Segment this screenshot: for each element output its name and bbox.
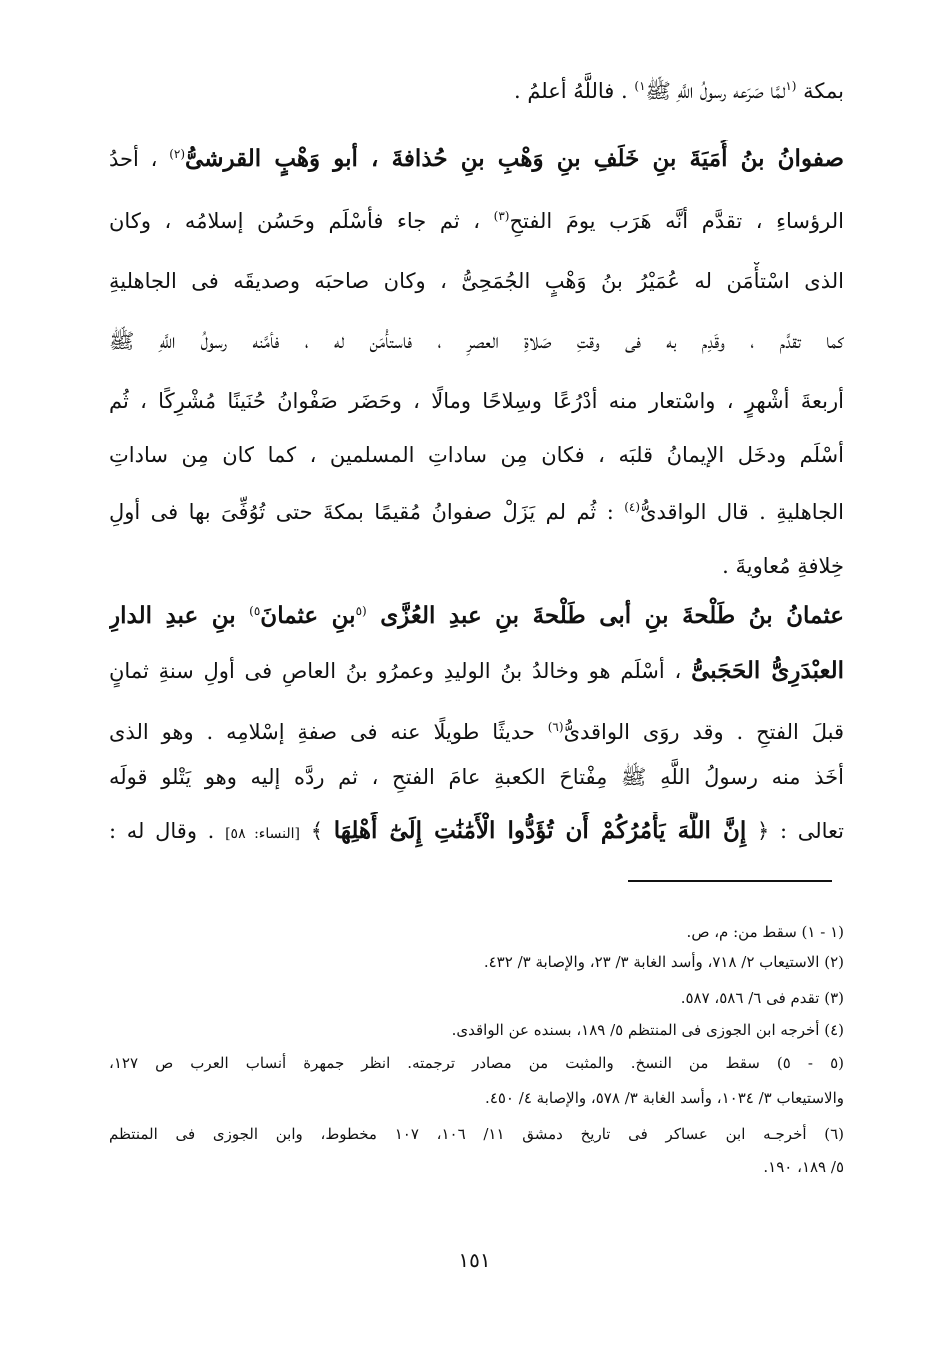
bold-text: صفوانُ بنُ أُمَيَةَ بنِ خَلَفِ بنِ وَهْبِ بنِ حُذافةَ ، أبو وَهْبٍ القرشىُّ [185,145,844,172]
footnote-marker: (٥ [355,604,367,618]
text-segment: ، أسْلَم هو وخالدُ بنُ الوليدِ وعمرُو بنُ العاصِ فى أولِ سنةِ ثمانٍ [109,659,692,683]
text-segment: ﴾ [299,819,334,843]
footnote-line: (٢) الاستيعاب ٢/ ٧١٨، وأسد الغابة ٣/ ٢٣، والإصابة ٣/ ٤٣٢. [483,953,844,971]
bold-text: بنِ عثمانَ [260,602,356,629]
text-segment: بمكة [796,79,844,103]
text-segment: أسْلَم ودخَل الإيمانُ قلبَه ، فكان مِن ساداتِ المسلمين ، كما كان مِن ساداتِ [109,443,844,467]
footnote-line: (٣) تقدم فى ٦/ ٥٨٦، ٥٨٧. [680,989,844,1007]
footnote-separator [628,880,832,882]
footnote-line: والاستيعاب ٣/ ١٠٣٤، وأسد الغابة ٣/ ٥٧٨، والإصابة ٤/ ٤٥٠. [485,1089,844,1107]
footnote-line: (٤) أخرجه ابن الجوزى فى المنتظم ٥/ ١٨٩، بسنده عن الواقدى. [451,1021,844,1039]
text-line [109,262,844,304]
text-line [109,72,844,114]
text-line [109,322,844,364]
text-line [109,382,844,424]
footnote-line: (٦) أخرجـه ابن عساكر فى تاريخ دمشق ١١/ ١٠٦، ١٠٧ مخطوط، وابن الجوزى فى المنتظم [109,1125,844,1143]
text-line [109,140,844,182]
text-segment: أربعةَ أشْهرٍ ، واسْتعار منه أدْرُعًا وسِلاحًا ومالًا ، وحَضَر صَفْوانُ حُنَينًا مُشْرِكًا ، ثُم [109,389,844,413]
text-line [109,597,844,639]
text-line [109,493,844,535]
bold-text: إِنَّ اللَّهَ يَأْمُرُكُمْ أَن تُؤَدُّوا الْأَمَٰنَٰتِ إِلَىٰٓ أَهْلِهَا [333,817,747,844]
text-segment: . وقال له : [109,819,226,843]
text-segment: تعالى : ﴿ [746,819,844,843]
footnote-marker: (٢) [169,147,186,161]
text-segment: قبلَ الفتحِ . وقد روَى الواقدىُّ [563,720,844,744]
footnote-line: ٥/ ١٨٩، ١٩٠. [763,1158,844,1176]
footnote-line: (٥ - ٥) سقط من النسخ. والمثبت من مصادر ترجمته. انظر جمهرة أنساب العرب ص ١٢٧، [109,1054,844,1072]
text-line [109,436,844,478]
text-line [109,202,844,244]
text-line [109,758,844,800]
verse-reference: [النساء: ٥٨] [225,826,300,842]
text-segment: . فاللَّهُ أعلمُ . [513,79,635,103]
footnote-marker: ٥) [249,604,261,618]
text-segment: خِلافةِ مُعاويةَ . [722,554,844,578]
text-segment: : ثُم لم يَزَلْ صفوانُ مُقيمًا بمكةَ حتى تُوُفِّىَ بها فى أولِ [109,500,625,524]
text-line [109,812,844,854]
footnote-marker: (٣) [493,209,510,223]
text-segment: لمَّا صَرَعه رسولُ اللَّهِ ﷺ [645,79,786,103]
text-segment: ، ثم جاء فأسْلَم وحَسُن إسلامُه ، وكان [109,209,494,233]
bold-text: العبْدَرِىُّ الحَجَبىُّ [691,657,844,684]
text-line [109,547,844,589]
footnote-marker: (٤) [624,500,641,514]
bold-text: عثمانُ بنُ طَلْحةَ بنِ أبى طَلْحةَ بنِ عبدِ العُزَّى [366,602,844,629]
text-segment: حديثًا طويلًا عنه فى صفةِ إسْلامِه . وهو الذى [109,720,548,744]
footnote-marker: (١ [785,79,797,93]
text-segment: كما تقدَّم ، وقَدِم به فى وقتِ صَلاةِ العصرِ ، فاستأْمَن له ، فأمَّنه رسولُ اللَّهِ ﷺ [109,329,844,353]
text-segment: ، أحدُ [109,147,170,171]
footnote-marker: (٦) [547,720,564,734]
text-segment: الذى اسْتأْمَن له عُمَيْرُ بنُ وَهْبٍ الجُمَحِىُّ ، وكان صاحبَه وصديقَه فى الجاهليةِ [109,269,844,293]
text-line [109,713,844,755]
footnote-marker: ١) [634,79,646,93]
text-segment: أخَذ منه رسولُ اللَّهِ ﷺ مِفْتاحَ الكعبةِ عامَ الفتحِ ، ثم ردَّه إليه وهو يَتْلو قولَه [109,765,844,789]
text-segment: الرؤساءِ ، تقدَّم أنَّه هَرَب يومَ الفتحِ [509,209,844,233]
page-number: ١٥١ [458,1248,491,1272]
text-line [109,652,844,694]
bold-text: بنِ عبدِ الدارِ [109,602,250,629]
text-segment: الجاهليةِ . قال الواقدىُّ [640,500,844,524]
footnote-line: (١ - ١) سقط من: م، ص. [686,923,844,941]
